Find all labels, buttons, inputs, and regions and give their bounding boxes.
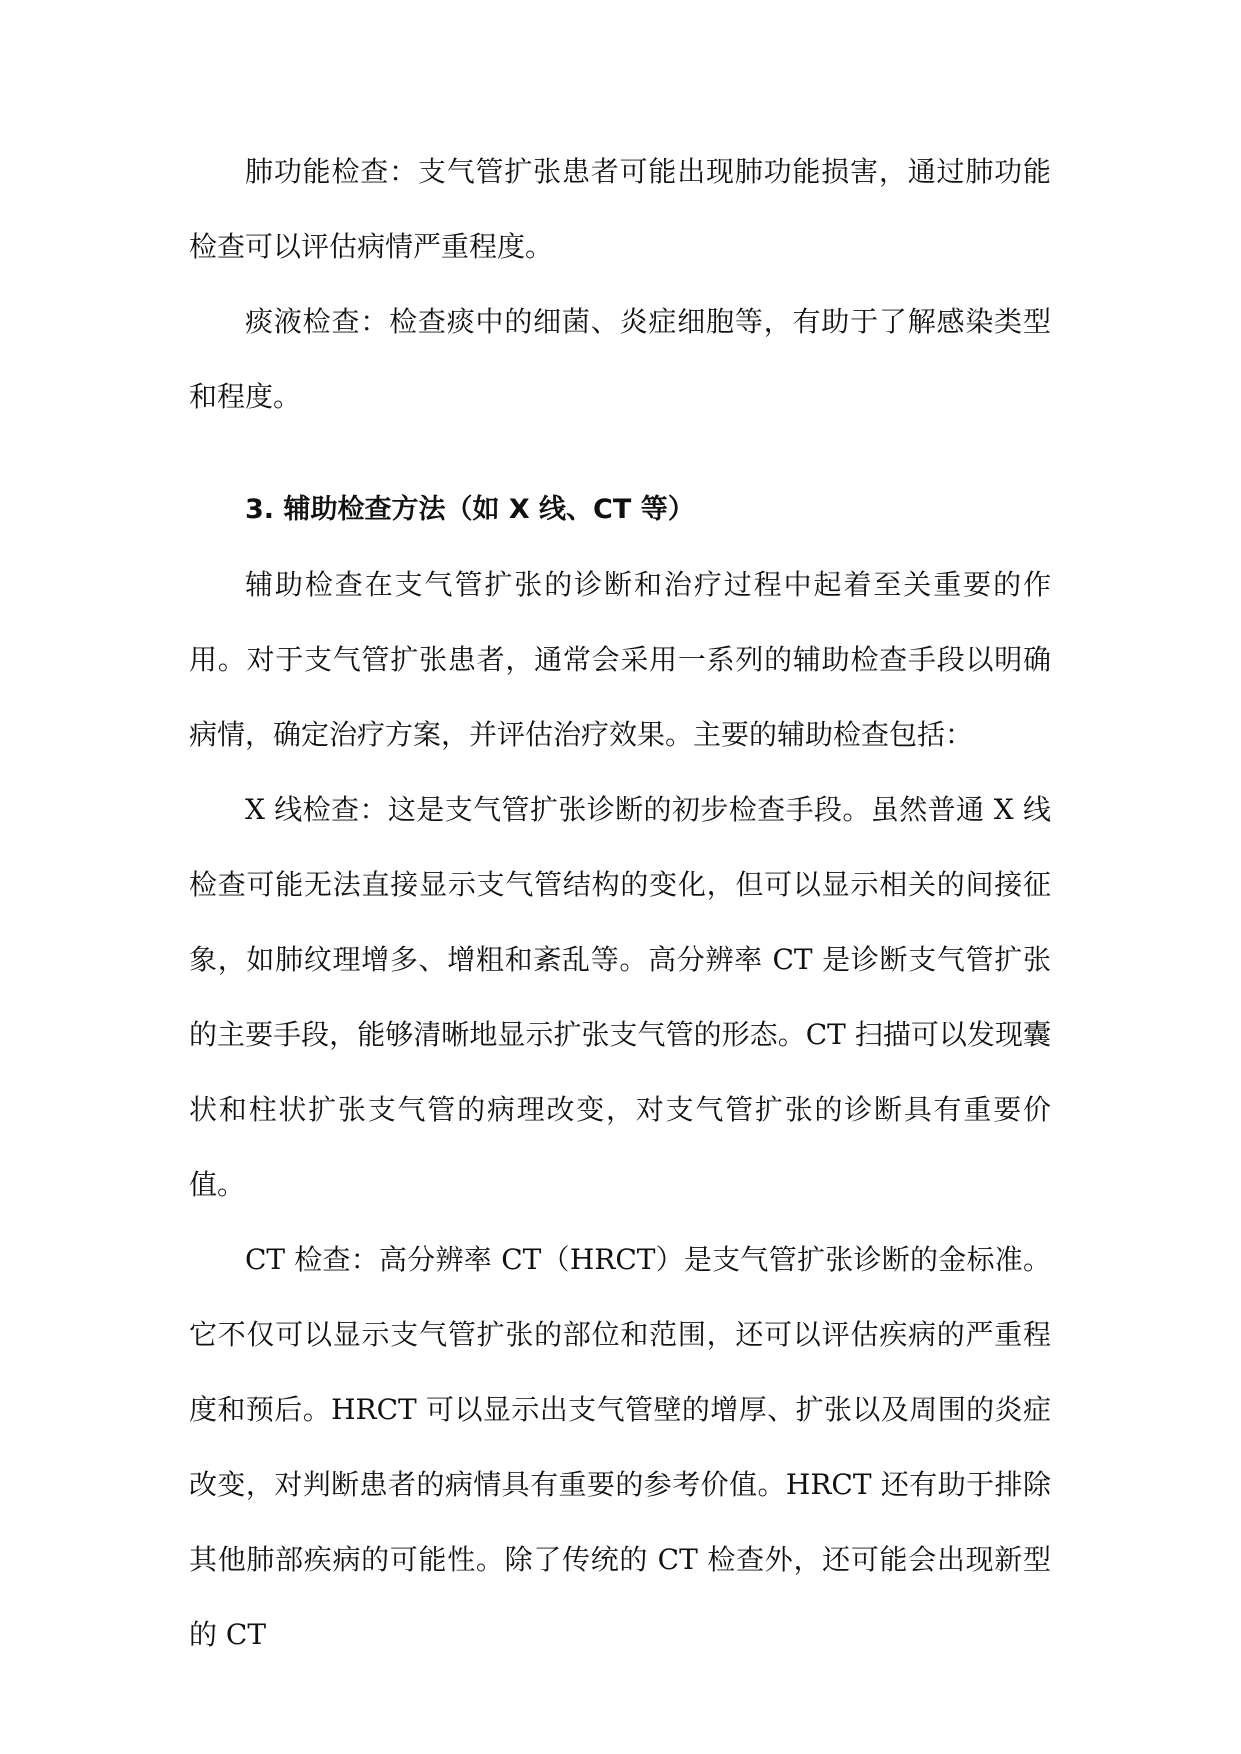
section-heading: 3. 辅助检查方法（如 X 线、CT 等） [245,494,695,525]
paragraph-aux-intro: 辅助检查在支气管扩张的诊断和治疗过程中起着至关重要的作用。对于支气管扩张患者，通常会采用一系列的辅助检查手段以明确病情，确定治疗方案，并评估治疗效果。主要的辅助检查包括： [189,568,1051,751]
document-body [189,134,1051,1672]
paragraph-sputum-test: 痰液检查：检查痰中的细菌、炎症细胞等，有助于了解感染类型和程度。 [189,305,1051,413]
paragraph-lung-function: 肺功能检查：支气管扩张患者可能出现肺功能损害，通过肺功能检查可以评估病情严重程度。 [189,155,1051,263]
paragraph-xray: X 线检查：这是支气管扩张诊断的初步检查手段。虽然普通 X 线检查可能无法直接显示支气管结构的变化，但可以显示相关的间接征象，如肺纹理增多、增粗和紊乱等。高分辨率 CT 是诊断支气管扩张的主要手段，能够清晰地显示扩张支气管的形态。CT 扫描可以发现囊状和柱状扩张支气管的病理改变，对支气管扩张的诊断具有重要价值。 [189,793,1051,1201]
paragraph-ct: CT 检查：高分辨率 CT（HRCT）是支气管扩张诊断的金标准。它不仅可以显示支气管扩张的部位和范围，还可以评估疾病的严重程度和预后。HRCT 可以显示出支气管壁的增厚、扩张以及周围的炎症改变，对判断患者的病情具有重要的参考价值。HRCT 还有助于排除其他肺部疾病的可能性。除了传统的 CT 检查外，还可能会出现新型的 CT [189,1243,1051,1651]
